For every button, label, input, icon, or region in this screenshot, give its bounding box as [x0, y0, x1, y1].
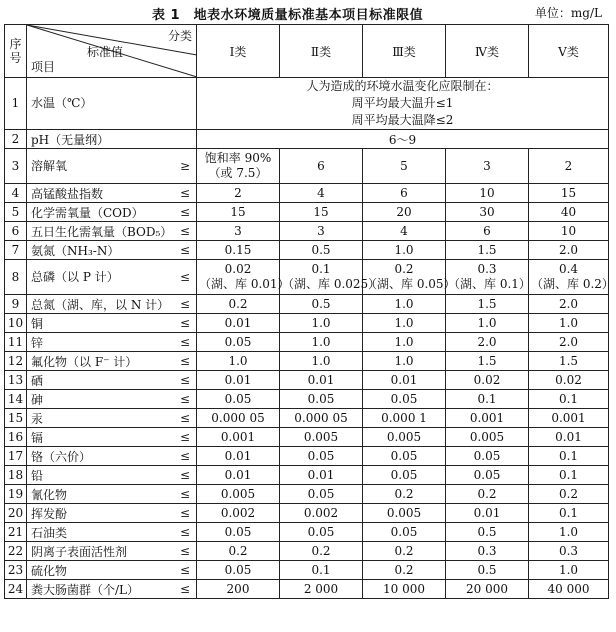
row-number: 11 — [5, 333, 27, 352]
value-cell: 0.002 — [197, 504, 280, 523]
value-cell: 饱和率 90% （或 7.5） — [197, 149, 280, 184]
category-label: 分类 — [167, 29, 192, 43]
value-cell: 0.4 （湖、库 0.2） — [529, 260, 609, 295]
unit-label: 单位：mg/L — [534, 6, 602, 20]
merged-value: 人为造成的环境水温变化应限制在： 周平均最大温升≤1 周平均最大温降≤2 — [197, 78, 609, 130]
comparator: ≤ — [175, 203, 197, 222]
value-cell: 40 — [529, 203, 609, 222]
value-cell: 1.0 — [280, 333, 363, 352]
table-row — [5, 149, 609, 184]
row-number: 8 — [5, 260, 27, 295]
value-cell: 0.05 — [280, 523, 363, 542]
value-cell: 1.0 — [280, 314, 363, 333]
item-name: 砷 — [27, 390, 175, 409]
value-cell: 0.3 （湖、库 0.1） — [446, 260, 529, 295]
item-name: 化学需氧量（COD） — [27, 203, 175, 222]
comparator: ≤ — [175, 580, 197, 599]
table-title: 表 1 地表水环境质量标准基本项目标准限值 — [152, 8, 424, 23]
value-cell: 4 — [280, 184, 363, 203]
value-cell: 0.05 — [363, 466, 446, 485]
comparator: ≤ — [175, 561, 197, 580]
value-cell: 0.2 （湖、库 0.05） — [363, 260, 446, 295]
value-cell: 1.0 — [446, 314, 529, 333]
value-cell: 1.0 — [529, 561, 609, 580]
item-name: 挥发酚 — [27, 504, 175, 523]
value-cell: 0.2 — [363, 542, 446, 561]
value-cell: 1.0 — [363, 295, 446, 314]
value-cell: 6 — [363, 184, 446, 203]
value-cell: 0.02 — [529, 371, 609, 390]
value-cell: 20 000 — [446, 580, 529, 599]
value-cell: 2.0 — [529, 241, 609, 260]
value-cell: 0.05 — [197, 561, 280, 580]
comparator: ≤ — [175, 485, 197, 504]
item-name: 铬（六价） — [27, 447, 175, 466]
item-name: 铜 — [27, 314, 175, 333]
value-cell: 1.5 — [446, 295, 529, 314]
value-cell: 0.05 — [280, 447, 363, 466]
item-name: pH（无量纲） — [27, 130, 175, 149]
value-cell: 1.0 — [197, 352, 280, 371]
table-row — [5, 203, 609, 222]
comparator: ≥ — [175, 149, 197, 184]
value-cell: 0.005 — [197, 485, 280, 504]
value-cell: 0.01 — [197, 466, 280, 485]
value-cell: 0.1 — [529, 390, 609, 409]
header-row — [5, 25, 609, 78]
value-cell: 0.000 05 — [197, 409, 280, 428]
comparator: ≤ — [175, 447, 197, 466]
value-cell: 6 — [446, 222, 529, 241]
value-cell: 0.05 — [197, 390, 280, 409]
class-header: Ⅳ类 — [446, 25, 529, 78]
row-number: 12 — [5, 352, 27, 371]
row-number: 17 — [5, 447, 27, 466]
table-caption — [0, 0, 616, 26]
class-header: Ⅲ类 — [363, 25, 446, 78]
value-cell: 1.0 — [363, 352, 446, 371]
value-cell: 2 — [529, 149, 609, 184]
comparator: ≤ — [175, 184, 197, 203]
value-cell: 0.001 — [529, 409, 609, 428]
row-number: 7 — [5, 241, 27, 260]
value-cell: 1.0 — [529, 314, 609, 333]
value-cell: 30 — [446, 203, 529, 222]
value-cell: 2.0 — [529, 295, 609, 314]
row-number: 9 — [5, 295, 27, 314]
item-label: 项目 — [31, 60, 56, 74]
item-name: 镉 — [27, 428, 175, 447]
value-cell: 0.02 — [446, 371, 529, 390]
value-cell: 0.01 — [446, 504, 529, 523]
value-cell: 0.02 （湖、库 0.01） — [197, 260, 280, 295]
comparator: ≤ — [175, 352, 197, 371]
row-number: 3 — [5, 149, 27, 184]
value-cell: 4 — [363, 222, 446, 241]
comparator: ≤ — [175, 466, 197, 485]
value-cell: 0.005 — [363, 504, 446, 523]
value-cell: 3 — [197, 222, 280, 241]
value-cell: 15 — [197, 203, 280, 222]
item-name: 总磷（以 P 计） — [27, 260, 175, 295]
value-cell: 0.05 — [363, 390, 446, 409]
value-cell: 0.000 05 — [280, 409, 363, 428]
value-cell: 0.1 — [529, 466, 609, 485]
comparator: ≤ — [175, 295, 197, 314]
row-number: 23 — [5, 561, 27, 580]
value-cell: 0.05 — [197, 333, 280, 352]
item-name: 高锰酸盐指数 — [27, 184, 175, 203]
item-name: 阴离子表面活性剂 — [27, 542, 175, 561]
item-name: 锌 — [27, 333, 175, 352]
row-number: 18 — [5, 466, 27, 485]
comparator — [175, 78, 197, 130]
value-cell: 0.2 — [280, 542, 363, 561]
table-row — [5, 466, 609, 485]
value-cell: 0.01 — [280, 466, 363, 485]
value-cell: 2 000 — [280, 580, 363, 599]
comparator: ≤ — [175, 222, 197, 241]
table-row — [5, 260, 609, 295]
value-cell: 1.0 — [363, 333, 446, 352]
row-number: 1 — [5, 78, 27, 130]
comparator: ≤ — [175, 371, 197, 390]
value-cell: 15 — [280, 203, 363, 222]
value-cell: 1.0 — [363, 241, 446, 260]
table-row — [5, 222, 609, 241]
item-name: 硒 — [27, 371, 175, 390]
comparator — [175, 130, 197, 149]
table-row — [5, 561, 609, 580]
value-cell: 1.5 — [529, 352, 609, 371]
value-cell: 0.01 — [197, 314, 280, 333]
diagonal-header — [27, 25, 197, 78]
value-cell: 0.002 — [280, 504, 363, 523]
value-cell: 0.01 — [280, 371, 363, 390]
value-cell: 0.2 — [446, 485, 529, 504]
value-cell: 3 — [280, 222, 363, 241]
value-cell: 0.05 — [446, 466, 529, 485]
item-name: 粪大肠菌群（个/L） — [27, 580, 175, 599]
value-cell: 6 — [280, 149, 363, 184]
value-cell: 0.2 — [197, 542, 280, 561]
class-header: Ⅱ类 — [280, 25, 363, 78]
comparator: ≤ — [175, 428, 197, 447]
item-name: 铅 — [27, 466, 175, 485]
value-cell: 0.000 1 — [363, 409, 446, 428]
value-cell: 0.05 — [280, 390, 363, 409]
class-header: Ⅰ类 — [197, 25, 280, 78]
value-cell: 0.05 — [446, 447, 529, 466]
value-cell: 10 — [529, 222, 609, 241]
table-row — [5, 485, 609, 504]
value-cell: 0.01 — [529, 428, 609, 447]
value-cell: 0.5 — [280, 295, 363, 314]
value-cell: 2.0 — [529, 333, 609, 352]
value-cell: 0.05 — [363, 447, 446, 466]
item-name: 水温（℃） — [27, 78, 175, 130]
value-cell: 0.5 — [280, 241, 363, 260]
value-cell: 0.5 — [446, 523, 529, 542]
table-row — [5, 352, 609, 371]
value-cell: 0.1 — [529, 447, 609, 466]
value-cell: 0.005 — [363, 428, 446, 447]
value-cell: 200 — [197, 580, 280, 599]
value-cell: 0.3 — [529, 542, 609, 561]
comparator: ≤ — [175, 523, 197, 542]
merged-value: 6～9 — [197, 130, 609, 149]
table-row — [5, 314, 609, 333]
comparator: ≤ — [175, 504, 197, 523]
value-cell: 3 — [446, 149, 529, 184]
value-cell: 40 000 — [529, 580, 609, 599]
value-cell: 0.5 — [446, 561, 529, 580]
table-row — [5, 542, 609, 561]
table-row — [5, 390, 609, 409]
value-cell: 0.05 — [280, 485, 363, 504]
table-row — [5, 409, 609, 428]
value-cell: 2 — [197, 184, 280, 203]
table-body — [5, 78, 614, 599]
row-number: 14 — [5, 390, 27, 409]
row-number: 20 — [5, 504, 27, 523]
item-name: 氟化物（以 F⁻ 计） — [27, 352, 175, 371]
value-cell: 2.0 — [446, 333, 529, 352]
value-cell: 0.005 — [280, 428, 363, 447]
comparator: ≤ — [175, 333, 197, 352]
class-header: Ⅴ类 — [529, 25, 609, 78]
value-cell: 0.2 — [363, 561, 446, 580]
comparator: ≤ — [175, 542, 197, 561]
item-name: 汞 — [27, 409, 175, 428]
value-cell: 10 — [446, 184, 529, 203]
value-cell: 1.5 — [446, 352, 529, 371]
table-row — [5, 580, 609, 599]
value-cell: 0.1 — [446, 390, 529, 409]
row-number: 21 — [5, 523, 27, 542]
value-cell: 10 000 — [363, 580, 446, 599]
value-cell: 0.2 — [197, 295, 280, 314]
row-number: 6 — [5, 222, 27, 241]
row-number: 10 — [5, 314, 27, 333]
value-cell: 0.01 — [363, 371, 446, 390]
row-number: 13 — [5, 371, 27, 390]
value-cell: 1.0 — [529, 523, 609, 542]
row-number: 4 — [5, 184, 27, 203]
table-row — [5, 78, 609, 130]
row-number: 16 — [5, 428, 27, 447]
table-row — [5, 295, 609, 314]
value-cell: 0.1 — [529, 504, 609, 523]
comparator: ≤ — [175, 314, 197, 333]
row-number: 19 — [5, 485, 27, 504]
row-number: 2 — [5, 130, 27, 149]
item-name: 氰化物 — [27, 485, 175, 504]
comparator: ≤ — [175, 409, 197, 428]
comparator: ≤ — [175, 390, 197, 409]
table-row — [5, 184, 609, 203]
value-cell: 0.01 — [197, 371, 280, 390]
value-cell: 20 — [363, 203, 446, 222]
table-row — [5, 504, 609, 523]
item-name: 五日生化需氧量（BOD₅） — [27, 222, 175, 241]
table-row — [5, 333, 609, 352]
value-cell: 1.0 — [280, 352, 363, 371]
value-cell: 0.001 — [446, 409, 529, 428]
value-cell: 0.05 — [197, 523, 280, 542]
comparator: ≤ — [175, 241, 197, 260]
value-cell: 0.2 — [363, 485, 446, 504]
table-row — [5, 428, 609, 447]
value-cell: 0.1 — [280, 561, 363, 580]
comparator: ≤ — [175, 260, 197, 295]
row-number: 22 — [5, 542, 27, 561]
value-cell: 0.005 — [446, 428, 529, 447]
row-number: 15 — [5, 409, 27, 428]
standards-table — [4, 24, 614, 599]
table-row — [5, 371, 609, 390]
table-row — [5, 130, 609, 149]
value-cell: 15 — [529, 184, 609, 203]
value-cell: 1.0 — [363, 314, 446, 333]
item-name: 溶解氧 — [27, 149, 175, 184]
item-name: 总氮（湖、库，以 N 计） — [27, 295, 175, 314]
row-number: 5 — [5, 203, 27, 222]
item-name: 氨氮（NH₃-N） — [27, 241, 175, 260]
value-cell: 0.1 （湖、库 0.025） — [280, 260, 363, 295]
value-cell: 0.001 — [197, 428, 280, 447]
seq-header: 序 号 — [5, 25, 27, 78]
item-name: 硫化物 — [27, 561, 175, 580]
table-row — [5, 523, 609, 542]
value-cell: 0.01 — [197, 447, 280, 466]
value-cell: 0.2 — [529, 485, 609, 504]
item-name: 石油类 — [27, 523, 175, 542]
table-row — [5, 447, 609, 466]
table-row — [5, 241, 609, 260]
value-cell: 0.3 — [446, 542, 529, 561]
value-cell: 1.5 — [446, 241, 529, 260]
value-cell: 0.15 — [197, 241, 280, 260]
value-cell: 0.05 — [363, 523, 446, 542]
value-cell: 5 — [363, 149, 446, 184]
standard-label: 标准值 — [87, 45, 124, 59]
row-number: 24 — [5, 580, 27, 599]
